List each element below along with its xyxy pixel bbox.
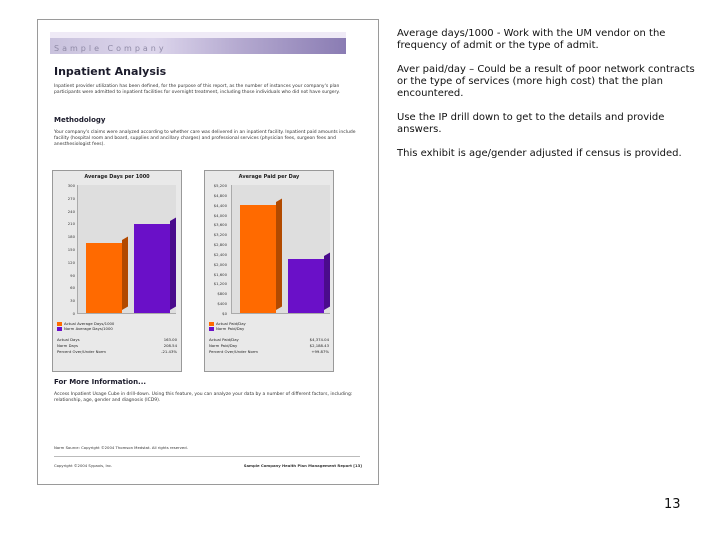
methodology-text: Your company's claims were analyzed according to whether care was delivered in an inpatient facility. Inpatient paid amounts include facility (hospital room and board, supplies and ancillary charges) and professional services (physician fees, surgeon fees and anesthesiologist fees). xyxy=(54,130,356,147)
report-page-image xyxy=(37,19,379,485)
plot-area xyxy=(231,185,330,314)
legend-label: Actual Average Days/1000 xyxy=(64,321,115,326)
more-info-heading: For More Information... xyxy=(54,378,147,386)
copyright: Copyright ©2004 Sypaxis, Inc. xyxy=(54,463,113,468)
legend-swatch-norm xyxy=(209,327,214,331)
bar-actual xyxy=(86,243,122,313)
stat-label: Actual Paid/Day xyxy=(209,337,239,342)
stat-label: Percent Over/Under Norm xyxy=(209,349,258,354)
report-footer: Sample Company Health Plan Management Report [13] xyxy=(243,463,362,468)
page-number: 13 xyxy=(664,497,681,512)
methodology-heading: Methodology xyxy=(54,116,106,124)
legend-label: Actual Paid/Day xyxy=(216,321,246,326)
stat-label: Norm Paid/Day xyxy=(209,343,238,348)
y-tick-label: $0 xyxy=(222,311,227,316)
legend-swatch-norm xyxy=(57,327,62,331)
note-item: This exhibit is age/gender adjusted if census is provided. xyxy=(397,148,682,159)
stat-value: -21.43% xyxy=(161,349,177,354)
y-tick-label: 30 xyxy=(70,298,75,304)
y-tick-label: $800 xyxy=(217,291,227,297)
y-tick-label: $2,400 xyxy=(213,251,227,257)
y-tick-label: 90 xyxy=(70,272,75,278)
stat-label: Percent Over/Under Norm xyxy=(57,349,106,354)
y-tick-label: $3,200 xyxy=(213,232,227,238)
report-title: Inpatient Analysis xyxy=(54,65,167,78)
bar-side-shade xyxy=(122,237,128,310)
y-tick-label: $4,400 xyxy=(213,202,227,208)
company-banner xyxy=(50,32,346,54)
y-tick-label: $4,800 xyxy=(213,192,227,198)
y-tick-label: $2,000 xyxy=(213,261,227,267)
y-tick-label: 210 xyxy=(67,221,75,227)
stat-value: $4,374.04 xyxy=(309,337,329,342)
stat-value: +99.87% xyxy=(311,349,329,354)
norm-source: Norm Source: Copyright ©2004 Thomson Medstat. All rights reserved. xyxy=(54,445,188,450)
chart-title: Average Days per 1000 xyxy=(84,174,150,180)
bar-actual xyxy=(240,205,276,313)
y-tick-label: 270 xyxy=(67,195,75,201)
stat-value: $2,188.43 xyxy=(309,343,329,348)
more-info-text: Access Inpatient Usage Cube in drill-down. Using this feature, you can analyze your data by a number of different factors, including: relationship, age, gender and diagnosis (ICD9). xyxy=(54,392,353,403)
bar-side-shade xyxy=(324,253,330,310)
legend-label: Norm Average Days/1000 xyxy=(64,326,113,331)
intro-text: Inpatient provider utilization has been defined, for the purpose of this report, as the number of instances your company's plan participants were admitted to inpatient facilities for overnight treatment, including those individuals who did not have surgery. xyxy=(54,84,340,95)
chart-stats xyxy=(209,337,329,355)
y-tick-label: $1,600 xyxy=(213,271,227,277)
y-tick-label: 180 xyxy=(67,234,75,240)
bar-norm xyxy=(288,259,324,313)
note-item: Use the IP drill down to get to the details and provide answers. xyxy=(397,112,665,135)
chart-title: Average Paid per Day xyxy=(238,174,300,180)
y-tick-label: 150 xyxy=(67,247,75,252)
bar-side-shade xyxy=(276,199,282,310)
y-tick-label: $4,000 xyxy=(213,212,227,218)
legend-label: Norm Paid/Day xyxy=(216,326,245,331)
chart-average-days xyxy=(52,170,182,372)
y-tick-label: $1,200 xyxy=(213,281,227,287)
note-item: Average days/1000 - Work with the UM vendor on the frequency of admit or the type of admit. xyxy=(397,28,666,51)
chart-average-paid xyxy=(204,170,334,372)
y-tick-label: $5,200 xyxy=(213,183,227,188)
y-tick-label: 120 xyxy=(67,259,75,265)
y-tick-label: 60 xyxy=(70,285,75,291)
y-tick-label: 0 xyxy=(72,311,75,316)
y-tick-label: $400 xyxy=(217,301,227,307)
chart-stats xyxy=(57,337,177,355)
y-tick-label: $2,800 xyxy=(213,242,227,248)
note-item: Aver paid/day – Could be a result of poor network contracts or the type of services (more high cost) that the plan encountered. xyxy=(397,64,695,99)
y-tick-label: 300 xyxy=(67,183,75,188)
y-tick-label: 240 xyxy=(67,208,75,214)
bar-side-shade xyxy=(170,218,176,310)
speaker-notes xyxy=(397,28,697,172)
footer-divider xyxy=(54,456,360,457)
company-name: Sample Company xyxy=(54,44,167,53)
plot-area xyxy=(77,185,176,314)
y-tick-label: $3,600 xyxy=(213,222,227,228)
stat-value: 163.00 xyxy=(163,337,177,342)
stat-value: 208.54 xyxy=(163,343,177,348)
bar-norm xyxy=(134,224,170,313)
stat-label: Norm Days xyxy=(57,343,79,348)
chart-legend xyxy=(57,321,114,331)
stat-label: Actual Days xyxy=(57,337,80,342)
chart-legend xyxy=(209,321,246,331)
